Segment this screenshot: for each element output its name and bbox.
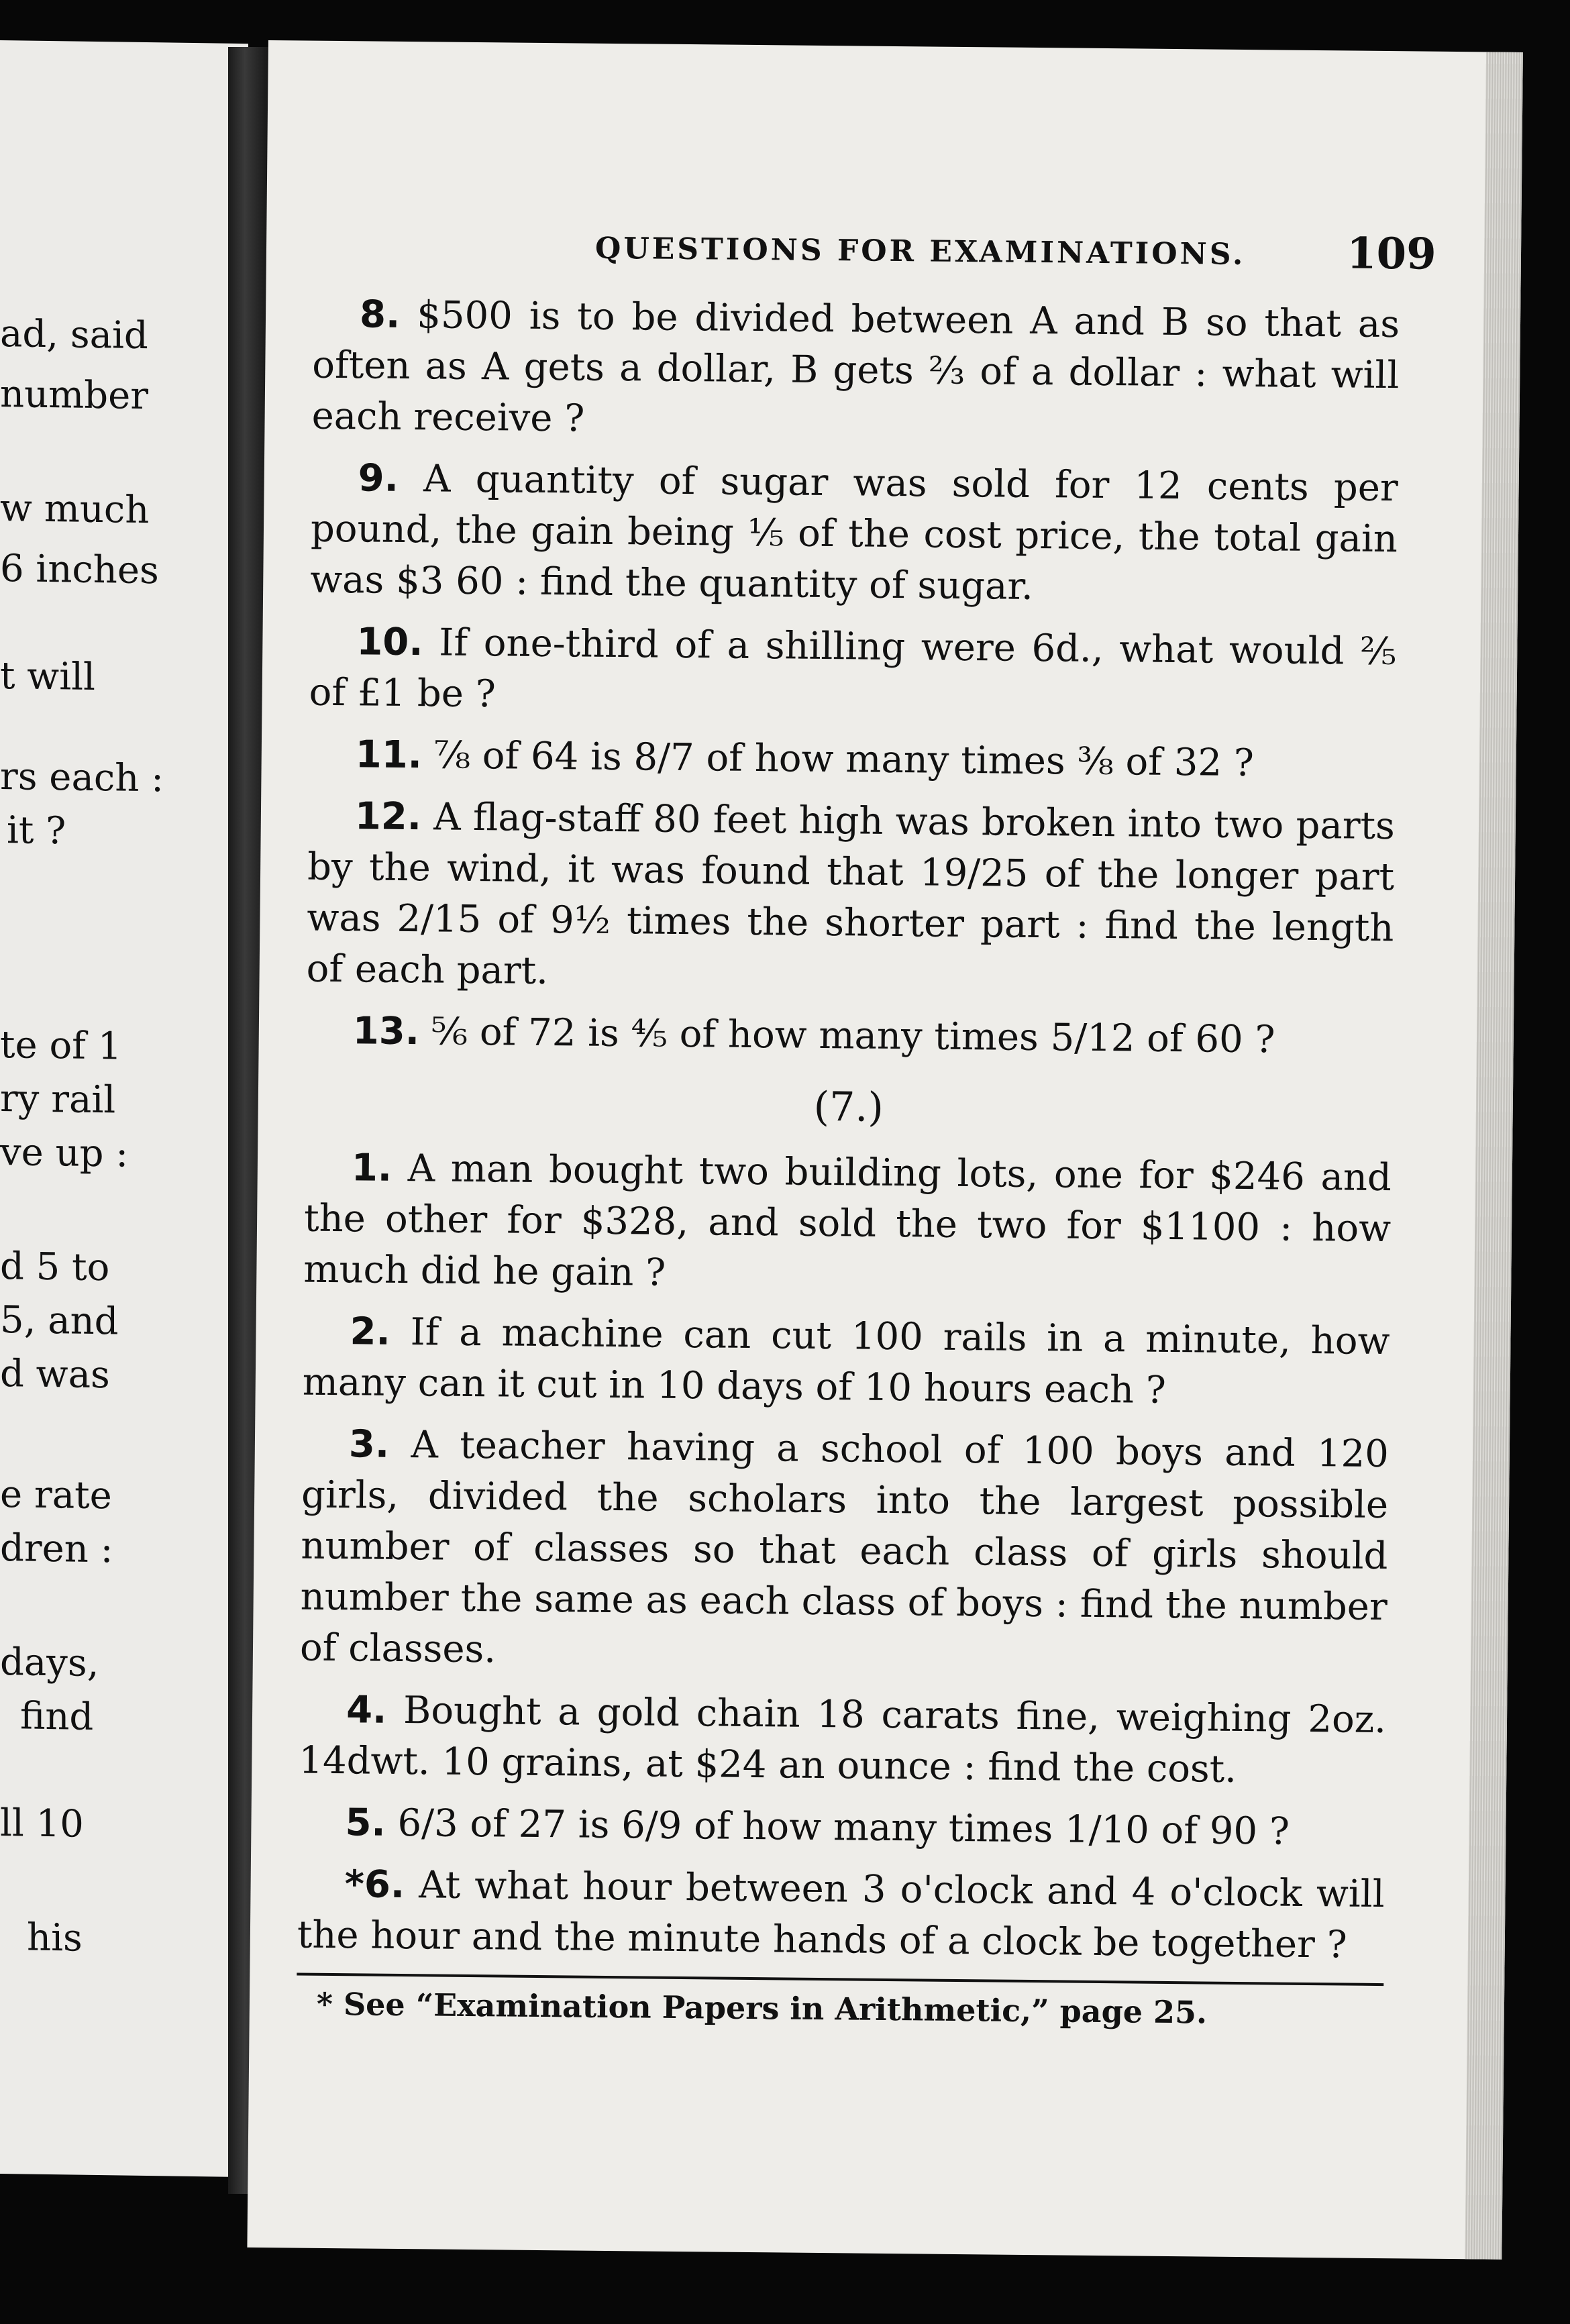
problem [297,1859,1385,1972]
problem-number: 4. [346,1688,387,1732]
left-page-line: find [20,1694,94,1739]
left-page-line: it ? [7,808,66,853]
problem [300,1419,1390,1685]
left-page-line: 6 inches [0,547,159,593]
problem [298,1797,1385,1859]
problem [311,289,1400,453]
left-page [0,40,248,2177]
problem [310,453,1398,617]
problem [302,1306,1390,1419]
left-page-line: ry rail [0,1077,116,1122]
problem-text: A quantity of sugar was sold for 12 cents per pound, the gain being ⅕ of the cost price, the total gain was $3 60 : find the quantity of sugar. [309,456,1398,609]
problem-number: *6. [344,1862,405,1907]
problem-list-b [297,1143,1392,1971]
left-page-line: ve up : [0,1130,129,1176]
problem-number: 3. [348,1422,390,1467]
left-page-line: e rate [0,1473,112,1518]
problem-number: 9. [358,456,399,500]
left-page-line: t will [0,654,95,699]
left-page-line: dren : [0,1526,113,1572]
problem-text: ⅞ of 64 is 8/7 of how many times ⅜ of 32 ? [421,733,1255,786]
problem-number: 13. [352,1009,420,1054]
left-page-line: 5, and [0,1298,119,1344]
problem-number: 8. [359,293,401,337]
left-page-line: d was [0,1352,110,1397]
left-page-line: w much [0,486,150,533]
problem [306,791,1395,1006]
problem-number: 12. [354,794,422,839]
problem-text: 6/3 of 27 is 6/9 of how many times 1/10 of 90 ? [385,1801,1290,1854]
problem-text: Bought a gold chain 18 carats fine, weighing 2oz. 14dwt. 10 grains, at $24 an ounce : find the cost. [299,1688,1387,1791]
problem-number: 11. [355,733,423,778]
page-number: 109 [1346,228,1436,280]
problem-number: 10. [356,620,423,665]
left-page-line: number [0,372,148,419]
left-page-line: ll 10 [0,1801,84,1846]
problem-text: A teacher having a school of 100 boys and 120 girls, divided the scholars into the largest possible number of classes so that each class of girls should number the same as each class of boys : find the number of classes. [299,1422,1390,1672]
running-title: QUESTIONS FOR EXAMINATIONS. [594,231,1246,272]
left-page-line: rs each : [0,755,164,801]
section-heading: (7.) [813,1083,884,1131]
problem [303,1143,1392,1306]
problem-text: ⅚ of 72 is ⅘ of how many times 5/12 of 60 ? [419,1010,1275,1062]
problem [299,1685,1386,1797]
problem-text: If one-third of a shilling were 6d., what would ⅖ of £1 be ? [309,621,1397,717]
problem-text: $500 is to be divided between A and B so that as often as A gets a dollar, B gets ⅔ of a dollar : what will each receive ? [311,293,1400,441]
problem [308,729,1396,791]
footnote: * See “Examination Papers in Arithmetic,” page 25. [316,1985,1208,2031]
problem [309,617,1396,729]
left-page-line: d 5 to [0,1245,110,1290]
left-page-line: te of 1 [0,1023,122,1069]
right-page [247,40,1522,2260]
left-page-text [0,40,248,1960]
problem-text: A flag-staff 80 feet high was broken into two parts by the wind, it was found that 19/25 of the longer part was 2/15 of 9½ times the shorter part : find the length of each part. [306,795,1396,994]
page-body [297,289,1400,2036]
problem-number: 1. [351,1146,392,1190]
problem [305,1006,1393,1067]
left-page-line: days, [0,1640,99,1686]
problem-number: 2. [350,1310,391,1354]
problem-text: If a machine can cut 100 rails in a minute, how many can it cut in 10 days of 10 hours each ? [302,1310,1390,1412]
problem-number: 5. [345,1801,386,1845]
left-page-line: his [27,1915,83,1960]
problem-text: A man bought two building lots, one for $246 and the other for $328, and sold the two for $1100 : how much did he gain ? [303,1146,1392,1295]
page-edge [1465,52,1523,2259]
problem-list-a [305,289,1400,1067]
problem-text: At what hour between 3 o'clock and 4 o'clock will the hour and the minute hands of a clock be together ? [297,1863,1385,1967]
left-page-line: ad, said [0,312,148,358]
